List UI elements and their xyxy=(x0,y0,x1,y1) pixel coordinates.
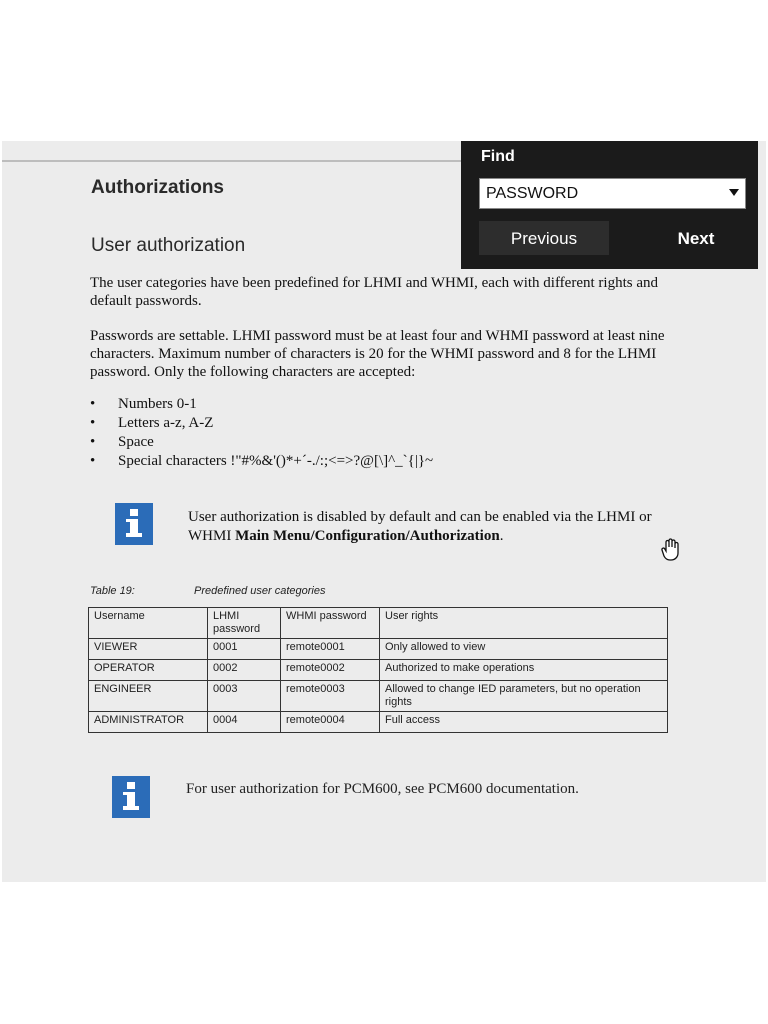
lhmi-password-cell: 0001 xyxy=(208,639,281,660)
user-categories-table xyxy=(88,607,668,733)
lhmi-password-cell: 0003 xyxy=(208,681,281,712)
pcm600-note: For user authorization for PCM600, see PCM600 documentation. xyxy=(186,781,579,797)
column-header: User rights xyxy=(380,608,668,639)
table-title: Predefined user categories xyxy=(194,585,326,597)
header-divider xyxy=(2,160,522,162)
table-row xyxy=(89,712,668,733)
note-end: . xyxy=(499,528,504,544)
password-rules-paragraph: Passwords are settable. LHMI password must be at least four and WHMI password at least nine characters. Maximum number of characters is 20 for the WHMI password and 8 for the LHMI password. Only the following characters are accepted: xyxy=(90,328,665,380)
whmi-password-cell: remote0001 xyxy=(281,639,380,660)
menu-path: Main Menu/Configuration/Authorization xyxy=(235,528,500,544)
intro-paragraph: The user categories have been predefined for LHMI and WHMI, each with different rights and default passwords. xyxy=(90,275,658,309)
accepted-characters-list xyxy=(90,395,433,471)
whmi-password-cell: remote0003 xyxy=(281,681,380,712)
user-rights-cell: Full access xyxy=(380,712,668,733)
column-header: Username xyxy=(89,608,208,639)
user-rights-cell: Authorized to make operations xyxy=(380,660,668,681)
find-panel xyxy=(461,141,758,269)
hand-cursor-icon xyxy=(660,538,682,567)
user-rights-cell: Only allowed to view xyxy=(380,639,668,660)
table-caption xyxy=(90,585,326,597)
user-rights-cell: Allowed to change IED parameters, but no operation rights xyxy=(380,681,668,712)
find-title: Find xyxy=(481,148,515,165)
username-cell: ADMINISTRATOR xyxy=(89,712,208,733)
next-button[interactable]: Next xyxy=(646,221,746,255)
note-text: User authorization is disabled by default and can be enabled via the LHMI or WHMI xyxy=(188,509,652,544)
username-cell: ENGINEER xyxy=(89,681,208,712)
table-header-row xyxy=(89,608,668,639)
find-input[interactable] xyxy=(480,179,720,208)
whmi-password-cell: remote0004 xyxy=(281,712,380,733)
find-combobox[interactable] xyxy=(479,178,746,209)
list-item: • Letters a-z, A-Z xyxy=(90,414,433,433)
list-item: • Numbers 0-1 xyxy=(90,395,433,414)
chevron-down-icon[interactable] xyxy=(729,189,739,196)
lhmi-password-cell: 0004 xyxy=(208,712,281,733)
column-header: WHMI password xyxy=(281,608,380,639)
table-row xyxy=(89,639,668,660)
table-row xyxy=(89,660,668,681)
previous-button[interactable]: Previous xyxy=(479,221,609,255)
list-item: • Special characters !"#%&'()*+´-./:;<=>?@[\]^_`{|}~ xyxy=(90,452,433,471)
list-item: • Space xyxy=(90,433,433,452)
table-number: Table 19: xyxy=(90,585,135,597)
table-row xyxy=(89,681,668,712)
section-title: User authorization xyxy=(91,235,246,256)
column-header: LHMI password xyxy=(208,608,281,639)
whmi-password-cell: remote0002 xyxy=(281,660,380,681)
lhmi-password-cell: 0002 xyxy=(208,660,281,681)
page-title: Authorizations xyxy=(91,177,224,198)
authorization-note xyxy=(188,508,668,546)
info-icon xyxy=(115,503,153,545)
username-cell: VIEWER xyxy=(89,639,208,660)
info-icon xyxy=(112,776,150,818)
username-cell: OPERATOR xyxy=(89,660,208,681)
